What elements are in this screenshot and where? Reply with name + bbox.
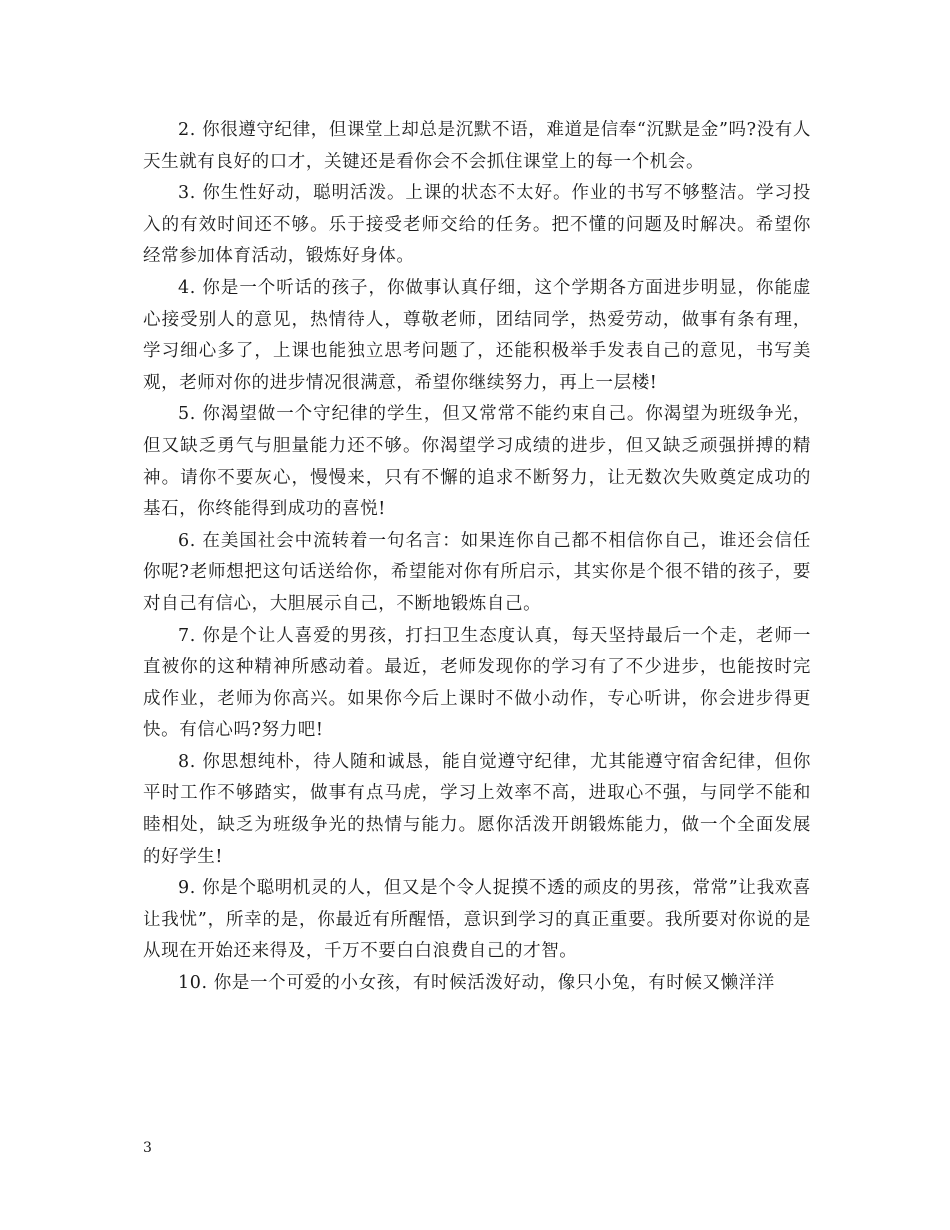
comment-paragraph-3: 3. 你生性好动，聪明活泼。上课的状态不太好。作业的书写不够整洁。学习投入的有效时间还不够。乐于接受老师交给的任务。把不懂的问题及时解决。希望你经常参加体育活动，锻炼好身体。	[143, 183, 811, 267]
comment-paragraph-9: 9. 你是个聪明机灵的人，但又是个令人捉摸不透的顽皮的男孩，常常”让我欢喜让我忧”，所幸的是，你最近有所醒悟，意识到学习的真正重要。我所要对你说的是从现在开始还来得及，千万不要白白浪费自己的才智。	[143, 878, 811, 962]
page-number: 3	[143, 1140, 152, 1156]
comment-paragraph-7: 7. 你是个让人喜爱的男孩，打扫卫生态度认真，每天坚持最后一个走，老师一直被你的这种精神所感动着。最近，老师发现你的学习有了不少进步，也能按时完成作业，老师为你高兴。如果你今后上课时不做小动作，专心听讲，你会进步得更快。有信心吗?努力吧!	[143, 625, 811, 741]
comment-paragraph-4: 4. 你是一个听话的孩子，你做事认真仔细，这个学期各方面进步明显，你能虚心接受别人的意见，热情待人，尊敬老师，团结同学，热爱劳动，做事有条有理，学习细心多了，上课也能独立思考问题了，还能积极举手发表自己的意见，书写美观，老师对你的进步情况很满意，希望你继续努力，再上一层楼!	[143, 277, 811, 393]
comment-paragraph-2: 2. 你很遵守纪律，但课堂上却总是沉默不语，难道是信奉“沉默是金”吗?没有人天生就有良好的口才，关键还是看你会不会抓住课堂上的每一个机会。	[143, 120, 811, 172]
comment-paragraph-5: 5. 你渴望做一个守纪律的学生，但又常常不能约束自己。你渴望为班级争光，但又缺乏勇气与胆量能力还不够。你渴望学习成绩的进步，但又缺乏顽强拼搏的精神。请你不要灰心，慢慢来，只有不懈的追求不断努力，让无数次失败奠定成功的基石，你终能得到成功的喜悦!	[143, 404, 811, 520]
comment-paragraph-8: 8. 你思想纯朴，待人随和诚恳，能自觉遵守纪律，尤其能遵守宿舍纪律，但你平时工作不够踏实，做事有点马虎，学习上效率不高，进取心不强，与同学不能和睦相处，缺乏为班级争光的热情与能力。愿你活泼开朗锻炼能力，做一个全面发展的好学生!	[143, 751, 811, 867]
document-body	[143, 115, 811, 1000]
comment-paragraph-6: 6. 在美国社会中流转着一句名言：如果连你自己都不相信你自己，谁还会信任你呢?老师想把这句话送给你，希望能对你有所启示，其实你是个很不错的孩子，要对自己有信心，大胆展示自己，不断地锻炼自己。	[143, 530, 811, 614]
comment-paragraph-10: 10. 你是一个可爱的小女孩，有时候活泼好动，像只小兔，有时候又懒洋洋	[178, 973, 775, 994]
